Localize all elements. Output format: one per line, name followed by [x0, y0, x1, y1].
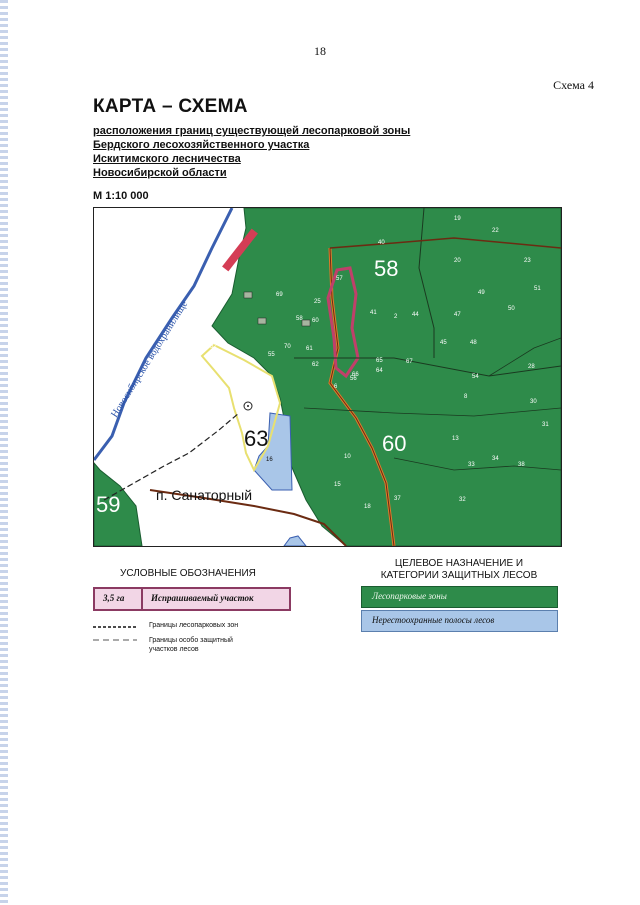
- plot-number: 40: [378, 240, 385, 246]
- plot-number: 18: [364, 504, 371, 510]
- map-title: КАРТА – СХЕМА: [93, 96, 248, 117]
- legend-title-right-line2: КАТЕГОРИИ ЗАЩИТНЫХ ЛЕСОВ: [380, 570, 538, 581]
- plot-number: 44: [412, 312, 419, 318]
- plot-number: 20: [454, 258, 461, 264]
- plot-number: 55: [268, 352, 275, 358]
- plot-number: 2: [394, 314, 398, 320]
- legend-forest-park-border: Границы лесопарковых зон: [149, 622, 239, 629]
- legend-category-forest-park-label: Лесопарковые зоны: [372, 591, 447, 601]
- legend-requested-plot: [93, 587, 291, 611]
- plot-number: 41: [370, 310, 377, 316]
- subtitle-line: Искитимского лесничества: [93, 153, 241, 165]
- block-label-60: 60: [382, 431, 407, 456]
- building-mark: [258, 318, 266, 324]
- subtitle-line: расположения границ существующей лесопарковой зоны: [93, 125, 411, 137]
- plot-number: 69: [276, 292, 283, 298]
- block-label-58: 58: [374, 256, 399, 281]
- legend-requested-area-label: Испрашиваемый участок: [151, 593, 254, 603]
- plot-number: 22: [492, 228, 499, 234]
- legend-title-right-line1: ЦЕЛЕВОЕ НАЗНАЧЕНИЕ И: [394, 558, 524, 569]
- map-scale: М 1:10 000: [93, 190, 149, 202]
- plot-number: 54: [472, 374, 479, 380]
- legend-special-protection-border: Границы особо защитный участков лесов: [149, 637, 233, 653]
- plot-number: 47: [454, 312, 461, 318]
- legend-separator: [141, 589, 143, 609]
- plot-number: 65: [376, 358, 383, 364]
- point-marker: [247, 405, 249, 407]
- legend-title-left: УСЛОВНЫЕ ОБОЗНАЧЕНИЯ: [120, 568, 256, 579]
- plot-number: 28: [528, 364, 535, 370]
- plot-number: 49: [478, 290, 485, 296]
- plot-number: 13: [452, 436, 459, 442]
- plot-number: 64: [376, 368, 383, 374]
- scheme-label: Схема 4: [553, 78, 594, 92]
- plot-number: 19: [454, 216, 461, 222]
- plot-number: 31: [542, 422, 549, 428]
- building-mark: [302, 320, 310, 326]
- map-subtitle: [93, 124, 410, 180]
- plot-number: 8: [464, 394, 468, 400]
- plot-number: 56: [350, 376, 357, 382]
- plot-number: 30: [530, 399, 537, 405]
- plot-number: 60: [312, 318, 319, 324]
- plot-number: 10: [344, 454, 351, 460]
- building-mark: [244, 292, 252, 298]
- legend-category-forest-park: [361, 586, 558, 608]
- plot-number: 15: [334, 482, 341, 488]
- plot-number: 62: [312, 362, 319, 368]
- scan-page-edge: [0, 0, 8, 905]
- plot-number: 6: [334, 384, 338, 390]
- map-canvas: [94, 208, 561, 546]
- plot-number: 23: [524, 258, 531, 264]
- block-label-59: 59: [96, 492, 121, 517]
- plot-number: 45: [440, 340, 447, 346]
- plot-number: 25: [314, 299, 321, 305]
- legend-category-spawning-strips: [361, 610, 558, 632]
- legend-title-right: [374, 558, 544, 582]
- plot-number: 52: [210, 344, 217, 350]
- plot-number: 51: [534, 286, 541, 292]
- forest-park-border-symbol: [93, 625, 137, 629]
- settlement-label: п. Санаторный: [156, 487, 253, 503]
- plot-number: 33: [468, 462, 475, 468]
- legend-requested-area-value: 3,5 га: [103, 593, 125, 603]
- plot-number: 16: [266, 457, 273, 463]
- special-protection-border-symbol: [93, 638, 137, 642]
- plot-number: 58: [296, 316, 303, 322]
- plot-number: 57: [336, 276, 343, 282]
- plot-number: 32: [459, 497, 466, 503]
- block-label-63: 63: [244, 426, 269, 451]
- reservoir-label: Новосибирское водохранилище: [109, 299, 191, 420]
- plot-number: 66: [352, 372, 359, 378]
- plot-number: 38: [518, 462, 525, 468]
- plot-number: 50: [508, 306, 515, 312]
- subtitle-line: Новосибирской области: [93, 167, 227, 179]
- subtitle-line: Бердского лесохозяйственного участка: [93, 139, 310, 151]
- legend-category-spawning-strips-label: Нерестоохранные полосы лесов: [372, 615, 495, 625]
- plot-number: 61: [306, 346, 313, 352]
- page-number: 18: [314, 44, 326, 58]
- plot-number: 67: [406, 359, 413, 365]
- plot-number: 37: [394, 496, 401, 502]
- plot-number: 48: [470, 340, 477, 346]
- plot-number: 34: [492, 456, 499, 462]
- map-frame[interactable]: [93, 207, 562, 547]
- plot-number: 70: [284, 344, 291, 350]
